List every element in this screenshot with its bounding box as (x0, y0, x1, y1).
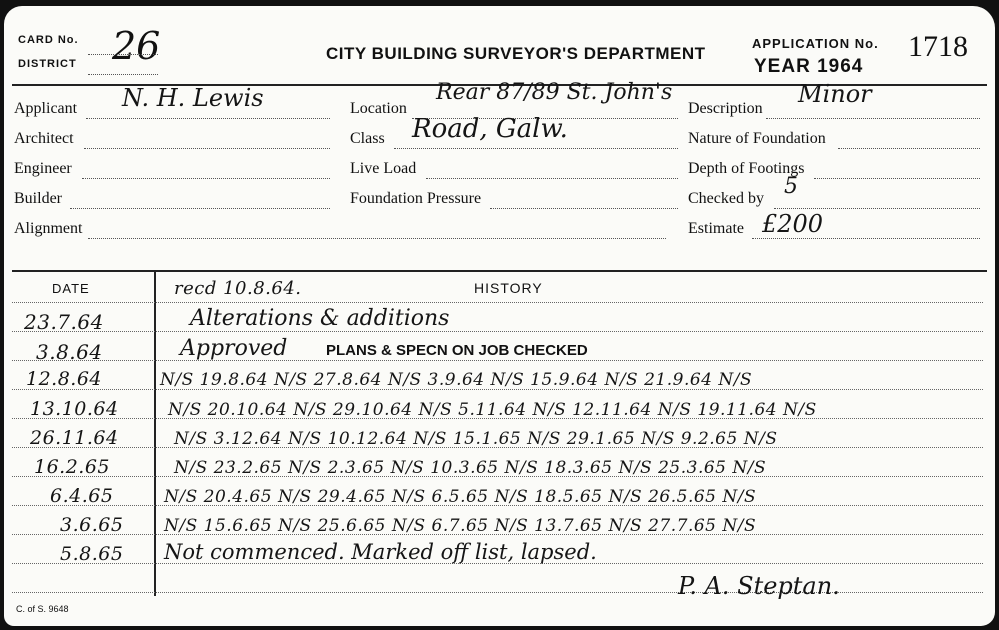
nature-of-foundation-label: Nature of Foundation (688, 130, 826, 147)
history-date: 6.4.65 (50, 485, 114, 507)
description-label: Description (688, 100, 763, 117)
district-dotline (88, 74, 158, 75)
architect-dotline (84, 148, 330, 149)
architect-label: Architect (14, 130, 74, 147)
depth-of-footings-label: Depth of Footings (688, 160, 805, 177)
signature: P. A. Steptan. (678, 572, 840, 600)
application-no-value: 1718 (908, 30, 968, 63)
history-header: HISTORY (474, 280, 543, 296)
live-load-label: Live Load (350, 160, 417, 177)
history-date: 3.8.64 (36, 340, 103, 364)
foundation-pressure-dotline (490, 208, 678, 209)
checked-dotline (774, 208, 980, 209)
checked-by-label: Checked by (688, 190, 764, 207)
card-no-label: CARD No. (18, 34, 79, 46)
estimate-value: £200 (762, 210, 824, 238)
printed-stamp: PLANS & SPECN ON JOB CHECKED (326, 342, 588, 359)
checked-by-value: 5 (784, 174, 798, 199)
class-value: Road, Galw. (412, 114, 568, 144)
history-date: 12.8.64 (26, 368, 103, 390)
description-value: Minor (798, 80, 872, 108)
form-code: C. of S. 9648 (16, 604, 69, 614)
builder-label: Builder (14, 190, 62, 207)
date-column-divider (154, 270, 156, 596)
depth-dotline (814, 178, 980, 179)
history-entry: N/S 20.4.65 N/S 29.4.65 N/S 6.5.65 N/S 18.5.65 N/S 26.5.65 N/S (164, 487, 757, 507)
history-date: 26.11.64 (30, 427, 119, 449)
history-entry: N/S 23.2.65 N/S 2.3.65 N/S 10.3.65 N/S 18.3.65 N/S 25.3.65 N/S (174, 458, 767, 478)
history-entry: Alterations & additions (190, 306, 450, 331)
history-date: 16.2.65 (34, 456, 111, 478)
history-entry: N/S 19.8.64 N/S 27.8.64 N/S 3.9.64 N/S 15.9.64 N/S 21.9.64 N/S (160, 370, 753, 390)
history-date: 13.10.64 (30, 398, 119, 420)
alignment-label: Alignment (14, 220, 83, 237)
history-entry: Approved (180, 336, 288, 361)
year-label: YEAR 1964 (754, 56, 864, 77)
history-date: 3.6.65 (60, 514, 124, 536)
date-header: DATE (52, 281, 90, 296)
received-note: recd 10.8.64. (174, 278, 302, 299)
district-label: DISTRICT (18, 58, 77, 70)
history-rule (12, 302, 983, 303)
history-top-divider (12, 270, 987, 272)
builder-dotline (70, 208, 330, 209)
history-entry: Not commenced. Marked off list, lapsed. (164, 540, 597, 564)
class-label: Class (350, 130, 385, 147)
history-entry: N/S 20.10.64 N/S 29.10.64 N/S 5.11.64 N/S 12.11.64 N/S 19.11.64 N/S (168, 400, 817, 420)
application-no-label: APPLICATION No. (752, 36, 879, 51)
applicant-label: Applicant (14, 100, 78, 117)
live-load-dotline (426, 178, 678, 179)
applicant-value: N. H. Lewis (122, 84, 264, 112)
building-record-card (4, 6, 995, 626)
history-date: 5.8.65 (60, 543, 124, 565)
estimate-label: Estimate (688, 220, 744, 237)
engineer-dotline (82, 178, 330, 179)
foundation-pressure-label: Foundation Pressure (350, 190, 482, 207)
card-no-dotline (88, 54, 158, 55)
history-rule (12, 360, 983, 361)
description-dotline (766, 118, 980, 119)
history-entry: N/S 15.6.65 N/S 25.6.65 N/S 6.7.65 N/S 13.7.65 N/S 27.7.65 N/S (164, 516, 757, 536)
estimate-dotline (752, 238, 980, 239)
class-dotline (394, 148, 678, 149)
applicant-dotline (86, 118, 330, 119)
history-entry: N/S 3.12.64 N/S 10.12.64 N/S 15.1.65 N/S 29.1.65 N/S 9.2.65 N/S (174, 429, 778, 449)
department-title: CITY BUILDING SURVEYOR'S DEPARTMENT (326, 44, 706, 63)
alignment-dotline (88, 238, 666, 239)
history-date: 23.7.64 (24, 310, 104, 334)
card-no-value: 26 (112, 24, 161, 68)
location-value: Rear 87/89 St. John's (436, 80, 673, 105)
history-rule (12, 331, 983, 332)
nature-dotline (838, 148, 980, 149)
location-label: Location (350, 100, 407, 117)
engineer-label: Engineer (14, 160, 72, 177)
